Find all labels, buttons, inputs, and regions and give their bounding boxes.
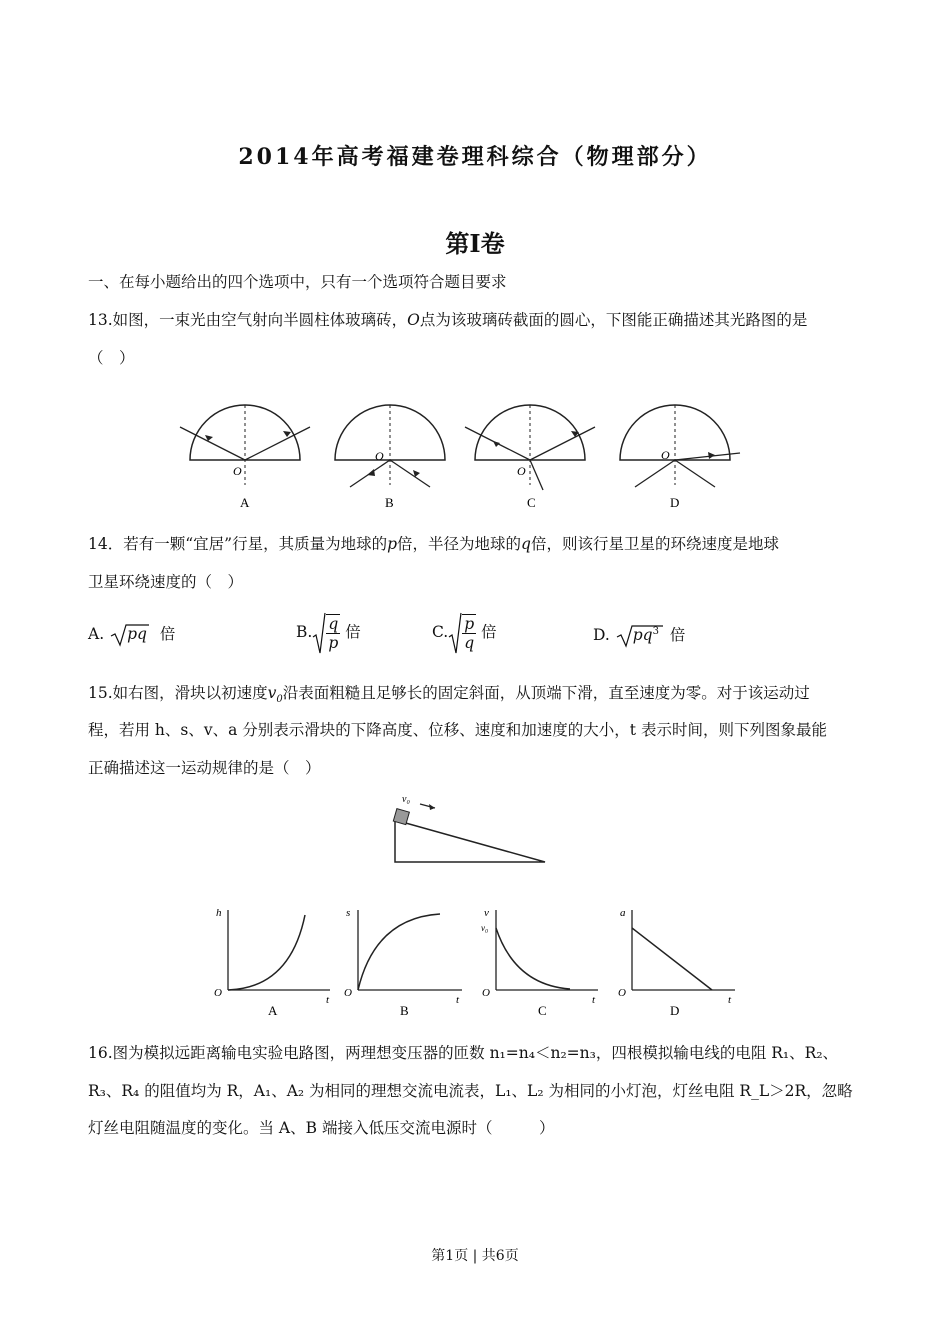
q13-b-center-label: O	[375, 449, 384, 463]
q13-a-center-label: O	[233, 464, 242, 478]
q14-option-c-suffix: 倍	[481, 623, 497, 641]
q13-text-b: 点为该玻璃砖截面的圆心，下图能正确描述其光路图的是	[419, 311, 808, 329]
q15-stem-line3: 正确描述这一运动规律的是（ ）	[88, 759, 321, 777]
q14-option-c-letter: C.	[432, 623, 449, 641]
q14-option-c-fraction	[462, 614, 476, 652]
q13-option-a-diagram	[180, 405, 310, 510]
q14-text-a: 14．若有一颗“宜居”行星，其质量为地球的	[88, 535, 388, 553]
sqrt-icon	[448, 611, 462, 655]
q14-option-a-expr: pq	[127, 625, 147, 643]
q14-option-a-letter: A.	[88, 625, 105, 643]
section-heading: 第I卷	[445, 229, 505, 258]
q15-d-ylabel: a	[620, 907, 626, 919]
q15-b-ylabel: s	[346, 907, 351, 919]
q13-label-c: C	[527, 495, 536, 510]
q14-option-b	[296, 611, 361, 655]
q14-var-p: p	[387, 535, 398, 553]
q13-label-b: B	[385, 495, 394, 510]
q15-c-xlabel: t	[592, 994, 596, 1006]
q16-stem-line1: 16.图为模拟远距离输电实验电路图，两理想变压器的匝数 n₁=n₄＜n₂=n₃，四根模拟输电线的电阻 R₁、R₂、	[88, 1044, 839, 1062]
q15-text-a: 15.如右图，滑块以初速度	[88, 684, 268, 702]
q13-c-center-label: O	[517, 464, 526, 478]
q14-text-c: 倍，则该行星卫星的环绕速度是地球	[530, 535, 779, 553]
q14-option-b-suffix: 倍	[345, 623, 361, 641]
instruction-text: 一、在每小题给出的四个选项中，只有一个选项符合题目要求	[88, 273, 507, 291]
q15-c-label: C	[538, 1003, 547, 1018]
q15-var-v-sub: 0	[276, 694, 283, 706]
q14-option-b-fraction	[326, 614, 340, 652]
q13-text-a: 13.如图，一束光由空气射向半圆柱体玻璃砖，	[88, 311, 408, 329]
q15-b-origin: O	[344, 987, 352, 999]
q14-option-d-expr: pq	[632, 626, 653, 645]
q15-d-label: D	[670, 1003, 680, 1018]
q15-a-origin: O	[214, 987, 222, 999]
q15-graphs	[200, 900, 780, 1025]
q15-b-xlabel: t	[456, 994, 460, 1006]
q14-option-b-num: q	[328, 615, 339, 633]
q15-c-ylabel: v	[484, 907, 489, 919]
q14-option-a	[88, 622, 175, 648]
q16-stem-line3: 灯丝电阻随温度的变化。当 A、B 端接入低压交流电源时（ ）	[88, 1119, 555, 1137]
q15-stem-line2: 程，若用 h、s、v、a 分别表示滑块的下降高度、位移、速度和加速度的大小，t 表示时间，则下列图象最能	[88, 721, 827, 739]
q15-a-xlabel: t	[326, 994, 330, 1006]
q14-option-c	[432, 611, 497, 655]
q14-var-q: q	[521, 535, 531, 553]
q14-stem-line2: 卫星环绕速度的（ ）	[88, 573, 244, 591]
q15-a-ylabel: h	[216, 907, 222, 919]
q15-c-origin: O	[482, 987, 490, 999]
q13-var-o: O	[407, 311, 420, 329]
q13-option-d-diagram	[620, 405, 740, 510]
q15-b-label: B	[400, 1003, 409, 1018]
q14-option-d-suffix: 倍	[669, 626, 686, 645]
q13-option-b-diagram	[335, 405, 445, 510]
q14-option-b-den: p	[328, 634, 339, 652]
q14-stem-line1	[88, 534, 868, 554]
page-footer: 第1页 | 共6页	[431, 1248, 519, 1264]
q13-figure	[175, 375, 775, 515]
q15-graph-c	[481, 907, 598, 1018]
q15-var-v: v	[267, 684, 277, 702]
q15-a-label: A	[268, 1003, 278, 1018]
q14-option-d-letter: D.	[593, 626, 610, 645]
q15-incline-v0-label: v₀	[402, 794, 410, 805]
q14-option-a-suffix: 倍	[159, 625, 176, 643]
q14-text-b: 倍，半径为地球的	[397, 535, 522, 553]
q14-option-c-num: p	[464, 615, 475, 633]
q15-incline-figure	[380, 790, 560, 870]
q14-option-b-letter: B.	[296, 623, 313, 641]
q15-graph-a	[214, 907, 330, 1018]
q13-stem-line1	[88, 310, 868, 330]
q15-stem-line1	[88, 683, 868, 710]
q15-c-y0-label: v₀	[481, 923, 489, 933]
q14-option-d	[593, 622, 685, 649]
q13-d-center-label: O	[661, 448, 670, 462]
q14-option-d-exponent: 3	[652, 626, 659, 637]
sqrt-icon	[312, 611, 326, 655]
q13-stem-line2: （ ）	[88, 349, 135, 367]
page-title: 2014年高考福建卷理科综合（物理部分）	[238, 144, 712, 170]
q13-label-d: D	[670, 495, 680, 510]
q15-graph-b	[344, 907, 462, 1018]
q13-option-c-diagram	[465, 405, 595, 510]
q13-label-a: A	[240, 495, 250, 510]
q14-option-c-den: q	[464, 634, 475, 652]
q15-d-origin: O	[618, 987, 626, 999]
q15-graph-d	[618, 907, 735, 1018]
q15-d-xlabel: t	[728, 994, 732, 1006]
q16-stem-line2: R₃、R₄ 的阻值均为 R，A₁、A₂ 为相同的理想交流电流表，L₁、L₂ 为相同的小灯泡，灯丝电阻 R_L＞2R，忽略	[88, 1082, 853, 1100]
q15-text-b: 沿表面粗糙且足够长的固定斜面，从顶端下滑，直至速度为零。对于该运动过	[282, 684, 810, 702]
